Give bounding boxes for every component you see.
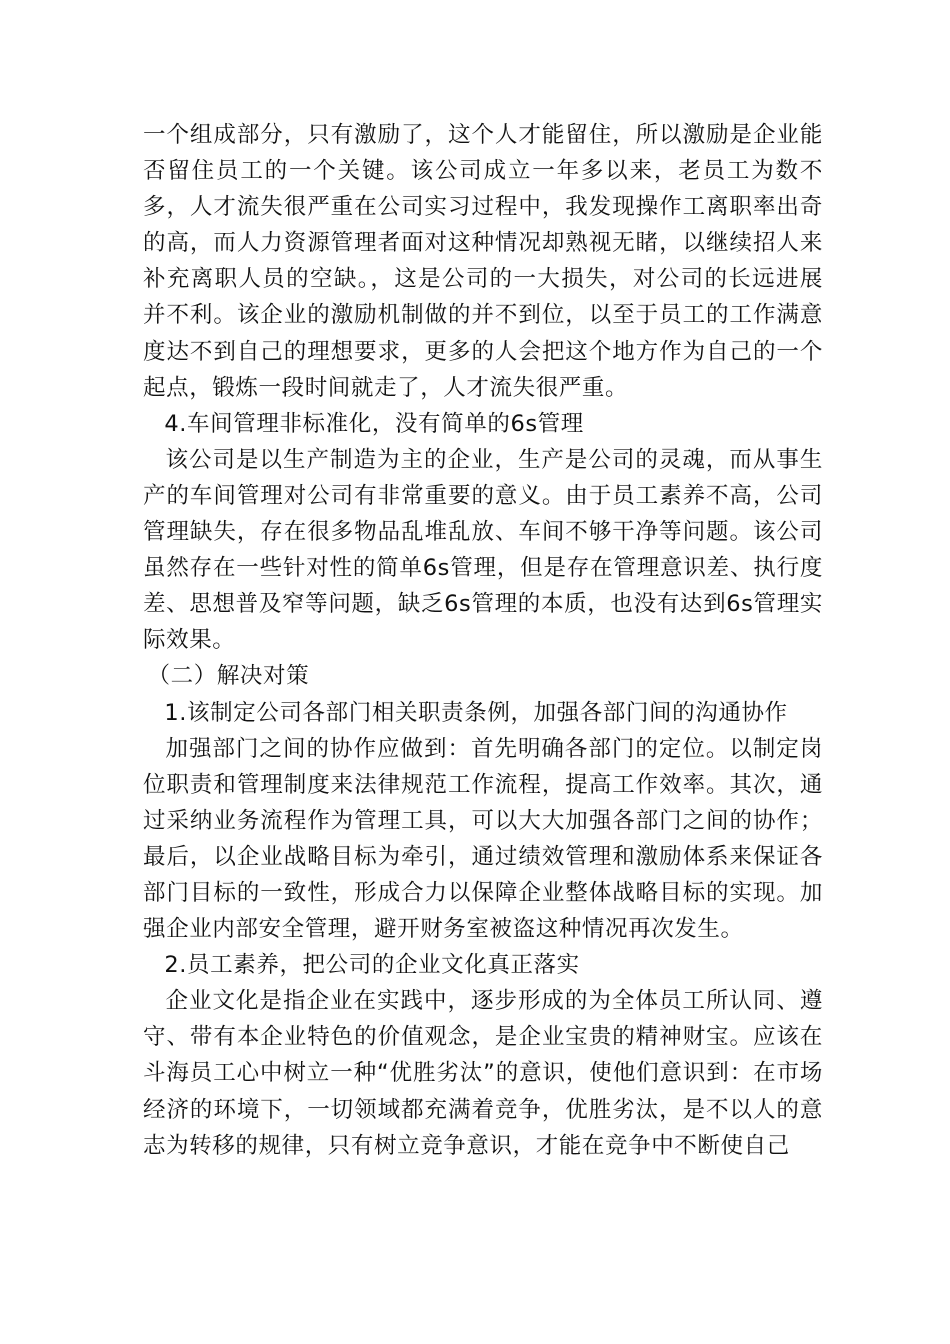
paragraph-talent-loss: 一个组成部分，只有激励了，这个人才能留住，所以激励是企业能否留住员工的一个关键。该公司成立一年多以来，老员工为数不多，人才流失很严重在公司实习过程中，我发现操作工离职率出奇的高，而人力资源管理者面对这种情况却熟视无睹，以继续招人来补充离职人员的空缺。，这是公司的一大损失，对公司的长远进展并不利。该企业的激励机制做的并不到位，以至于员工的工作满意度达不到自己的理想要求，更多的人会把这个地方作为自己的一个起点，锻炼一段时间就走了，人才流失很严重。 — [143, 122, 823, 401]
paragraph-enterprise-culture: 企业文化是指企业在实践中，逐步形成的为全体员工所认同、遵守、带有本企业特色的价值观念，是企业宝贵的精神财宝。应该在斗海员工心中树立一种“优胜劣汰”的意识，使他们意识到：在市场经济的环境下，一切领域都充满着竞争，优胜劣汰，是不以人的意志为转移的规律，只有树立竞争意识，才能在竞争中不断使自己 — [143, 988, 823, 1159]
document-body — [143, 117, 823, 1164]
section-heading-solutions: （二）解决对策 — [147, 663, 310, 690]
heading-workshop-management: 4.车间管理非标准化，没有简单的6s管理 — [164, 410, 584, 437]
heading-department-duties: 1.该制定公司各部门相关职责条例，加强各部门间的沟通协作 — [164, 699, 788, 726]
heading-employee-culture: 2.员工素养，把公司的企业文化真正落实 — [164, 952, 580, 979]
paragraph-department-coordination: 加强部门之间的协作应做到：首先明确各部门的定位。以制定岗位职责和管理制度来法律规范工作流程，提高工作效率。其次，通过采纳业务流程作为管理工具，可以大大加强各部门之间的协作；最后，以企业战略目标为牵引，通过绩效管理和激励体系来保证各部门目标的一致性，形成合力以保障企业整体战略目标的实现。加强企业内部安全管理，避开财务室被盗这种情况再次发生。 — [143, 735, 823, 943]
paragraph-workshop-6s: 该公司是以生产制造为主的企业，生产是公司的灵魂，而从事生产的车间管理对公司有非常重要的意义。由于员工素养不高，公司管理缺失，存在很多物品乱堆乱放、车间不够干净等问题。该公司虽然存在一些针对性的简单6s管理，但是存在管理意识差、执行度差、思想普及窄等问题，缺乏6s管理的本质，也没有达到6s管理实际效果。 — [143, 446, 823, 654]
